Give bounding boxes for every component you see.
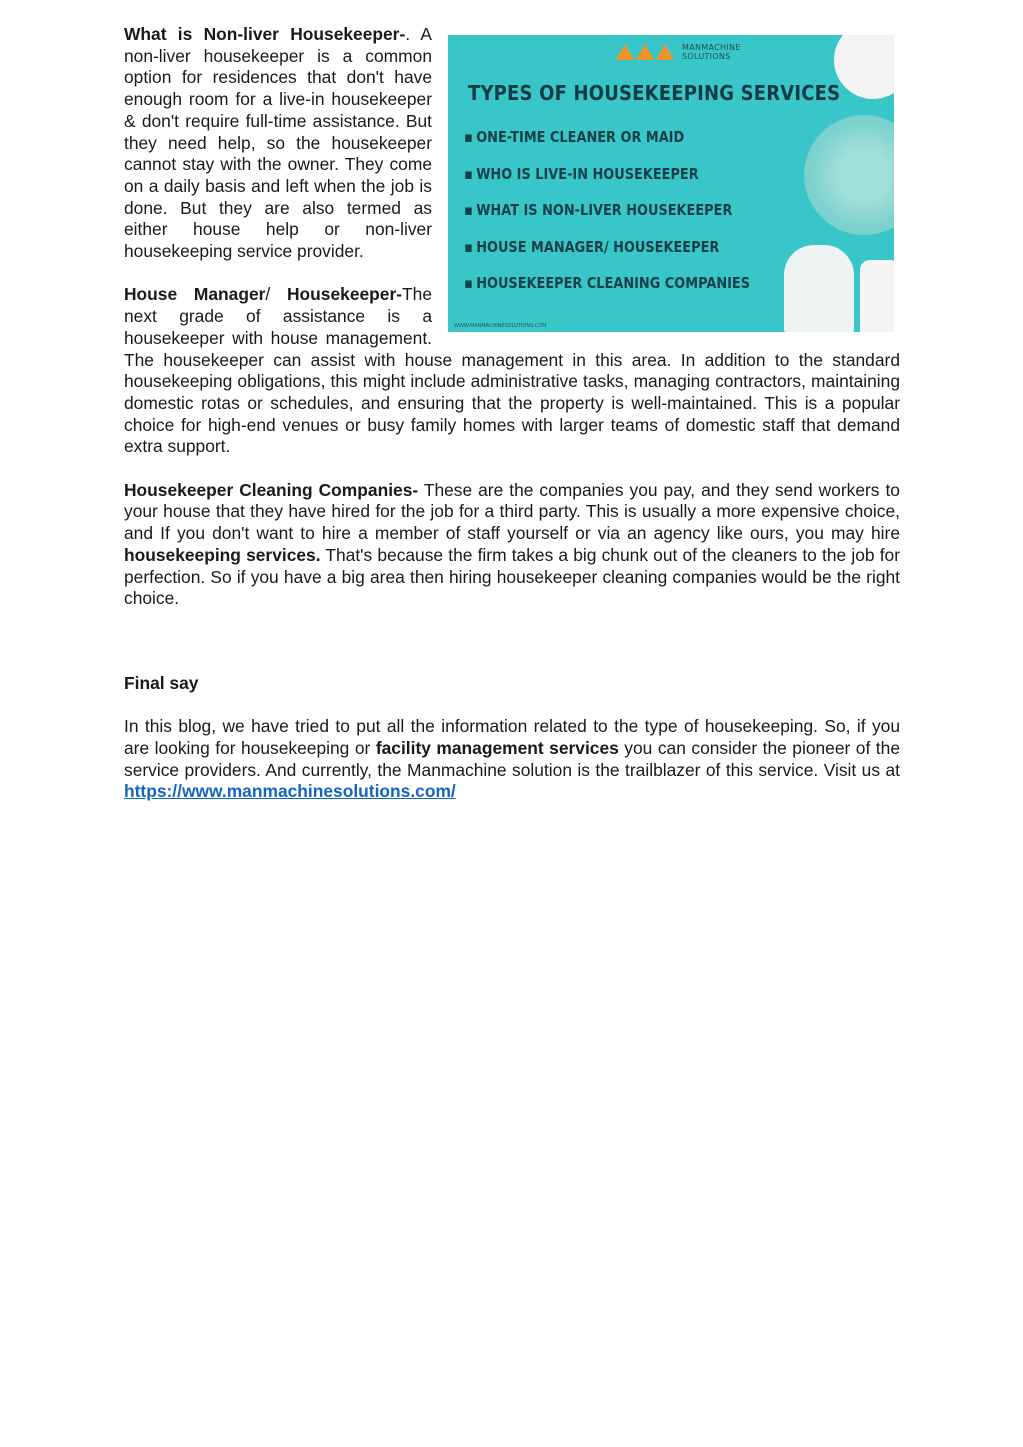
- cleaning-companies-bold: housekeeping services.: [124, 544, 321, 565]
- cleaning-companies-text-a: These are the companies you pay, and they send workers to your house that they have hired for the job for a third party. This is usually a more expensive choice, and If you don't want to hire a member of staff yourself or via an agency like ours, you may hire: [124, 479, 900, 544]
- image-list-item: ▪ HOUSE MANAGER/ HOUSEKEEPER: [464, 229, 750, 266]
- cleaning-companies-paragraph: [124, 480, 900, 610]
- website-link[interactable]: https://www.manmachinesolutions.com/: [124, 781, 456, 802]
- image-list: [464, 119, 797, 302]
- house-manager-text: The next grade of assistance is a housekeeper with house management. The housekeeper can assist with house management in this area. In addition to the standard housekeeping obligations, this might include administrative tasks, managing contractors, maintaining domestic rotas or schedules, and ensuring that the property is well-maintained. This is a popular choice for high-end venues or busy family homes with larger teams of domestic staff that demand extra support.: [124, 284, 900, 457]
- logo-mark-icon: [616, 44, 674, 60]
- non-liver-heading: What is Non-liver Housekeeper-: [124, 24, 406, 44]
- logo-line1: MANMACHINE: [682, 43, 741, 52]
- final-say-heading-text: Final say: [124, 672, 199, 693]
- image-list-item: ▪ WHAT IS NON-LIVER HOUSEKEEPER: [464, 192, 750, 229]
- house-manager-heading-b: Housekeeper-: [287, 284, 403, 305]
- image-list-item: ▪ ONE-TIME CLEANER OR MAID: [464, 119, 750, 156]
- brush-decoration: [834, 35, 894, 99]
- image-caption: WWW.MANMACHINESOLUTIONS.COM: [454, 323, 547, 329]
- logo-line2: SOLUTIONS: [682, 52, 731, 61]
- house-manager-heading-sep: /: [265, 284, 287, 305]
- cleaning-companies-heading: Housekeeper Cleaning Companies-: [124, 479, 419, 500]
- final-text-a: In this blog, we have tried to put all the information related to the type of housekeeping. So, if you are looking for housekeeping or: [124, 716, 900, 759]
- house-manager-heading-a: House Manager: [124, 284, 266, 305]
- image-title: TYPES OF HOUSEKEEPING SERVICES: [468, 81, 841, 105]
- cleaning-companies-text-b: That's because the firm takes a big chunk out of the cleaners to the job for perfection. So if you have a big area then hiring housekeeper cleaning companies would be the right choice.: [124, 544, 900, 609]
- non-liver-text: . A non-liver housekeeper is a common option for residences that don't have enough room for a live-in housekeeper & don't require full-time assistance. But they need help, so the housekeeper cannot stay with the owner. They come on a daily basis and left when the job is done. But they are also termed as either house help or non-liver housekeeping service provider.: [124, 24, 433, 262]
- cleaning-roller-decoration: [860, 260, 894, 332]
- company-logo: [616, 43, 741, 61]
- final-say-heading: [124, 673, 900, 695]
- image-list-item: ▪ HOUSEKEEPER CLEANING COMPANIES: [464, 265, 750, 302]
- document-page: [124, 24, 900, 803]
- final-text-b: you can consider the pioneer of the service providers. And currently, the Manmachine solution is the trailblazer of this service. Visit us at: [124, 738, 900, 780]
- housekeeping-services-image: [448, 35, 894, 332]
- image-list-item: ▪ WHO IS LIVE-IN HOUSEKEEPER: [464, 156, 750, 193]
- final-say-paragraph: [124, 716, 900, 803]
- final-bold: facility management services: [375, 738, 619, 759]
- sponge-decoration: [804, 115, 894, 235]
